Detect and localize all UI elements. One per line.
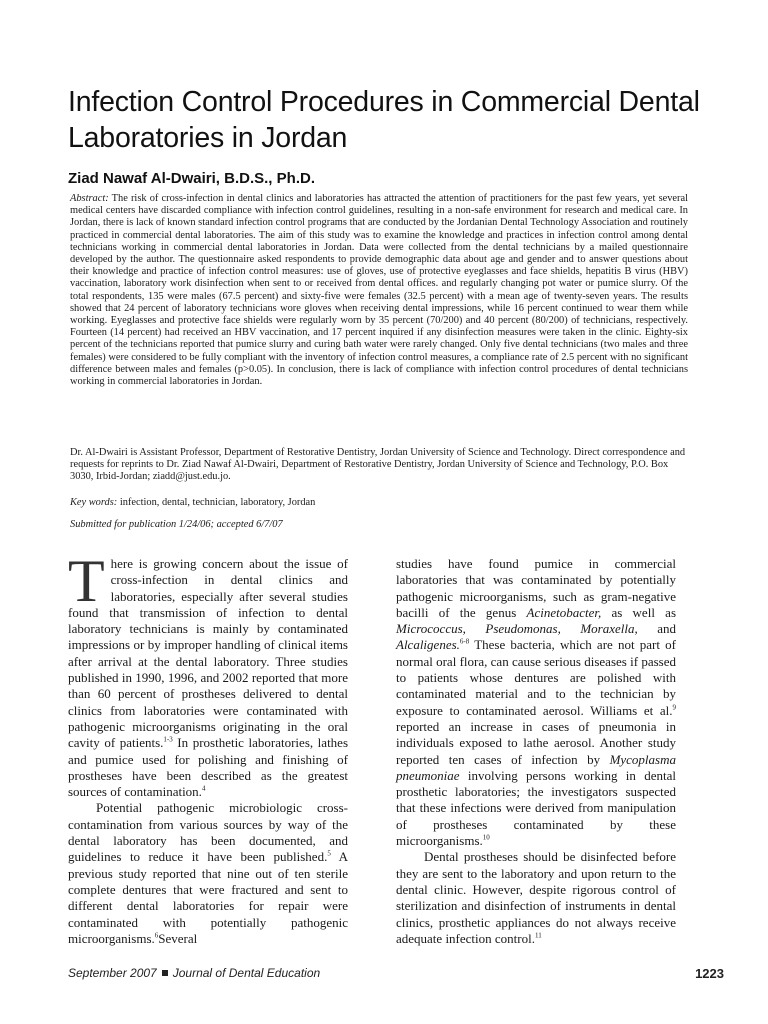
journal-name: Journal of Dental Education: [172, 966, 321, 980]
abstract-text: The risk of cross-infection in dental clinics and laboratories has attracted the attention of practitioners for the past few years, yet several medical centers have discarded compliance with infection control guidelines, resulting in a non-safe environment for research and medical care. In Jordan, there is lack of known standard infection control programs that are conducted by the Jordanian Dental Technology Association and routinely practiced in commercial dental laboratories. The aim of this study was to examine the knowledge and practices in infection control among dental technicians working in commercial dental laboratories in Jordan. Data were collected from the dental technicians by a mailed questionnaire developed by the author. The questionnaire asked respondents to provide demographic data about age and gender and to answer questions about their knowledge and practice of infection control measures: use of gloves, use of protective eyeglasses and face shields, hepatitis B virus (HBV) vaccination, laboratory work disinfection when sent to or received from dental offices. and regularly changing pot water or pumice slurry. Of the total respondents, 135 were males (67.5 percent) and sixty-five were females (32.5 percent) with a mean age of twenty-seven years. The results showed that 24 percent of laboratory technicians wore gloves when receiving dental impressions, while 16 percent continued to wear them while working. Eyeglasses and protective face shields were regularly worn by 35 percent (70/200) and 40 percent (80/200) of technicians, respectively. Fourteen (14 percent) had received an HBV vaccination, and 17 percent inquired if any disinfection measures were taken in the clinic. Eighty-six percent of the technicians reported that pumice slurry and curing bath water were rarely changed. Only five dental technicians (two males and three females) were considered to be fully compliant with the inventory of infection control measures, a compliance rate of 2.5 percent with no significant difference between males and females (p>0.05). In conclusion, there is lack of compliance with infection control procedures of dental technicians working in commercial laboratories in Jordan.: [70, 193, 688, 388]
abstract-label: Abstract:: [70, 193, 109, 204]
abstract: [70, 193, 688, 388]
citation: 5: [327, 850, 331, 859]
genus-name: Acinetobacter,: [526, 604, 602, 620]
citation: 9: [672, 703, 676, 712]
genus-name: Alcaligenes.: [396, 637, 460, 653]
submission-dates: Submitted for publication 1/24/06; accepted 6/7/07: [70, 519, 283, 530]
citation: 1-3: [163, 735, 173, 744]
keywords-label: Key words:: [70, 497, 118, 508]
article-title: Infection Control Procedures in Commercial Dental Laboratories in Jordan: [68, 86, 700, 154]
body-text: These bacteria, which are not part of normal oral flora, can cause serious diseases if passed to patients whose dentures are polished with contaminated material and to the technician by exposure to contaminated aerosol. Williams et al.: [396, 637, 676, 718]
body-paragraph: [68, 548, 349, 800]
body-text: studies have found pumice in commercial laboratories that was contaminated by potentially pathogenic microorganisms, such as gram-negative bacilli of the genus: [396, 556, 676, 620]
body-column-right: [396, 556, 676, 947]
body-paragraph: [396, 849, 676, 947]
page-number: 1223: [695, 966, 724, 981]
citation: 4: [201, 784, 206, 793]
citation: 11: [534, 931, 542, 940]
body-text: In prosthetic laboratories, lathes and pumice used for polishing and finishing of prostheses have been described as the greatest sources of contamination.: [68, 735, 349, 800]
body-column-left: [68, 548, 349, 947]
issue-date: September 2007: [68, 966, 157, 980]
body-text: reported an increase in cases of pneumonia in individuals exposed to lathe aerosol. Another study reported ten cases of infection by: [396, 718, 676, 767]
body-text: A previous study reported that nine out of ten sterile complete dentures that were fractured and sent to different dental laboratories for repair were contaminated with potentially pathogenic microorganisms.: [68, 849, 349, 946]
citation: 6: [154, 931, 159, 940]
keywords-text: infection, dental, technician, laboratory, Jordan: [117, 497, 316, 508]
citation: 10: [482, 833, 490, 842]
body-text: here is growing concern about the issue of cross-infection in dental clinics and laboratories, especially after several studies found that transmission of infection to dental laboratory technicians is mainly by contaminated impressions or by improper handling of clinical items after arrival at the dental laboratory. Three studies published in 1990, 1996, and 2002 reported that more than 60 percent of prostheses delivered to dental clinics from laboratories were contaminated with pathogenic microorganisms originating in the oral cavity of patients.: [68, 556, 348, 751]
body-text: Several: [158, 930, 198, 946]
author-affiliation: Dr. Al-Dwairi is Assistant Professor, Department of Restorative Dentistry, Jordan University of Science and Technology. Direct correspondence and requests for reprints to Dr. Ziad Nawaf Al-Dwairi, Department of Restorative Dentistry, Jordan University of Science and Technology, P.O. Box 3030, Irbid-Jordan; ziadd@just.edu.jo.: [70, 447, 686, 483]
citation: 6-8: [459, 638, 470, 647]
genus-name: Micrococcus, Pseudomonas, Moraxella,: [396, 621, 638, 637]
square-bullet-icon: [162, 970, 168, 976]
keywords: [70, 497, 315, 508]
drop-cap: T: [68, 548, 105, 614]
body-paragraph: [396, 556, 676, 849]
page-footer: [68, 966, 728, 980]
body-text: Dental prostheses should be disinfected before they are sent to the laboratory and upon return to the dental clinic. However, despite rigorous control of sterilization and disinfection of instruments in dental clinics, prosthetic appliances do not always receive adequate infection control.: [396, 849, 676, 946]
body-text: Potential pathogenic microbiologic cross-contamination from various sources by way of the dental laboratory has been documented, and guidelines to reduce it have been published.: [68, 800, 348, 865]
author-name: Ziad Nawaf Al-Dwairi, B.D.S., Ph.D.: [68, 170, 315, 187]
body-text: involving persons working in dental prosthetic laboratories; the investigators suspected that these infections were derived from manipulation of prostheses contaminated by these microorganisms.: [396, 767, 676, 849]
body-text: as well as: [601, 604, 676, 620]
species-name: Mycoplasma pneumoniae: [396, 751, 676, 783]
body-paragraph: [68, 800, 348, 947]
body-text: and: [637, 621, 676, 637]
